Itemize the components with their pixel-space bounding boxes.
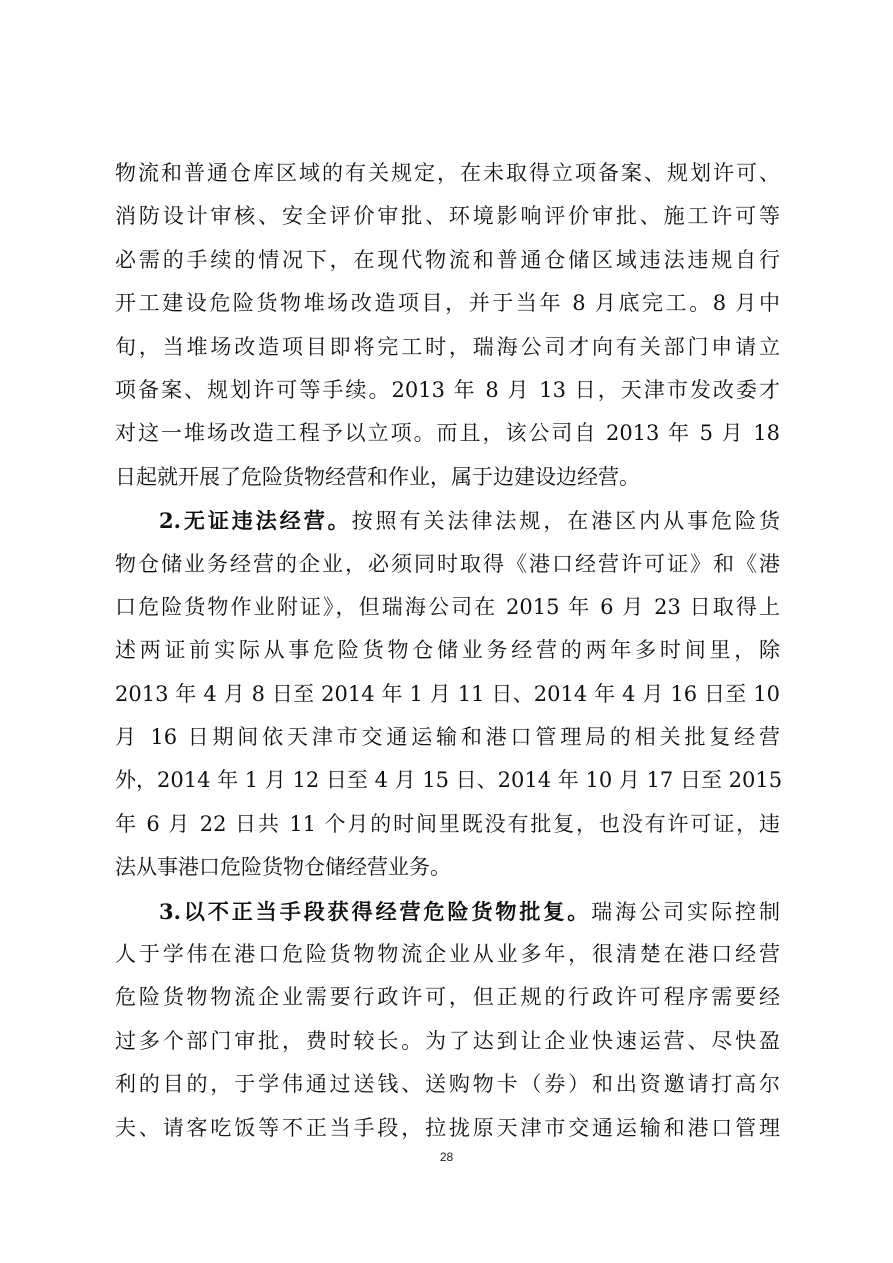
- text-line: 旬，当堆场改造项目即将完工时，瑞海公司才向有关部门申请立: [115, 334, 780, 359]
- section-heading-unlicensed-operation: 2.无证违法经营。: [159, 508, 352, 534]
- text-line: 口危险货物作业附证》，但瑞海公司在 2015 年 6 月 23 日取得上: [115, 594, 780, 619]
- text-line: 述两证前实际从事危险货物仓储业务经营的两年多时间里，除: [115, 638, 780, 663]
- text-line: 外，2014 年 1 月 12 日至 4 月 15 日、2014 年 10 月 17 日至 2015: [115, 768, 783, 793]
- text-line: 物流和普通仓库区域的有关规定，在未取得立项备案、规划许可、: [115, 161, 780, 185]
- text-span: 按照有关法律法规，在港区内从事危险货: [351, 509, 780, 534]
- text-line: 利的目的，于学伟通过送钱、送购物卡（券）和出资邀请打高尔: [115, 1072, 780, 1097]
- text-line: 物仓储业务经营的企业，必须同时取得《港口经营许可证》和《港: [115, 551, 780, 576]
- text-line: 人于学伟在港口危险货物物流企业从业多年，很清楚在港口经营: [115, 942, 780, 967]
- text-line: 对这一堆场改造工程予以立项。而且，该公司自 2013 年 5 月 18: [115, 421, 780, 446]
- text-line: 2013 年 4 月 8 日至 2014 年 1 月 11 日、2014 年 4 月 16 日至 10: [115, 681, 780, 706]
- paragraph-first-line: [115, 890, 780, 933]
- text-line: 月 16 日期间依天津市交通运输和港口管理局的相关批复经营: [115, 725, 780, 750]
- text-line: 日起就开展了危险货物经营和作业，属于边建设边经营。: [115, 464, 640, 489]
- text-line: 开工建设危险货物堆场改造项目，并于当年 8 月底完工。8 月中: [115, 291, 780, 316]
- page-number: 28: [439, 1150, 454, 1164]
- text-span: 瑞海公司实际控制: [591, 899, 781, 924]
- body-text: [115, 152, 783, 1150]
- paragraph-first-line: [115, 499, 780, 542]
- text-line: 过多个部门审批，费时较长。为了达到让企业快速运营、尽快盈: [115, 1028, 780, 1053]
- text-line: 法从事港口危险货物仓储经营业务。: [115, 855, 451, 880]
- text-line: 消防设计审核、安全评价审批、环境影响评价审批、施工许可等: [115, 204, 780, 229]
- text-line: 项备案、规划许可等手续。2013 年 8 月 13 日，天津市发改委才: [115, 377, 780, 402]
- section-heading-improper-approval: 3.以不正当手段获得经营危险货物批复。: [159, 898, 592, 924]
- text-line: 必需的手续的情况下，在现代物流和普通仓储区域违法违规自行: [115, 247, 780, 272]
- text-line: 年 6 月 22 日共 11 个月的时间里既没有批复，也没有许可证，违: [115, 811, 780, 836]
- text-line: 夫、请客吃饭等不正当手段，拉拢原天津市交通运输和港口管理: [115, 1115, 780, 1140]
- text-line: 危险货物物流企业需要行政许可，但正规的行政许可程序需要经: [115, 985, 780, 1010]
